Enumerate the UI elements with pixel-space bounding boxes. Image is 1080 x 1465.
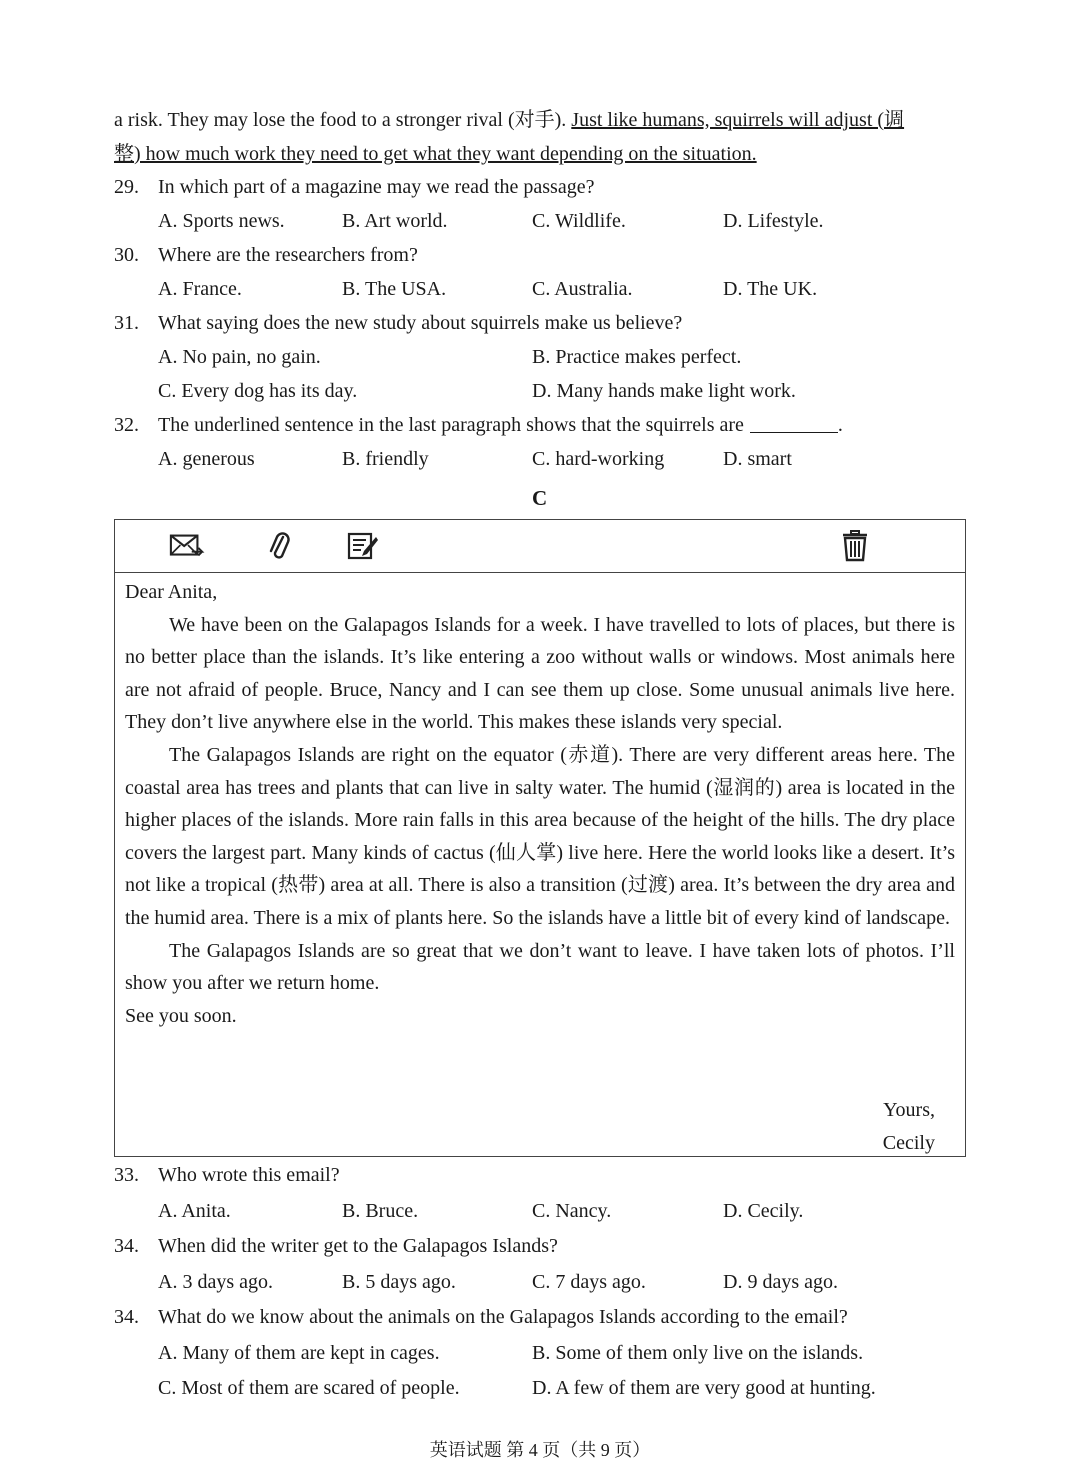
question-text: What do we know about the animals on the Galapagos Islands according to the email?: [158, 1306, 848, 1328]
passage-text: a risk. They may lose the food to a stronger rival (对手).: [114, 109, 572, 131]
email-body: [125, 576, 955, 1032]
option-a[interactable]: A. Many of them are kept in cages.: [158, 1342, 440, 1364]
email-signature: Cecily: [882, 1132, 935, 1154]
question-text: The underlined sentence in the last paragraph shows that the squirrels are: [158, 414, 744, 436]
attachment-icon[interactable]: [261, 530, 297, 562]
underlined-sentence-part-2: 整) how much work they need to get what they want depending on the situation.: [114, 143, 757, 165]
question-number: 34.: [114, 1306, 139, 1328]
send-mail-icon[interactable]: [169, 530, 205, 562]
option-b[interactable]: B. friendly: [342, 448, 429, 470]
option-a[interactable]: A. generous: [158, 448, 255, 470]
question-text: Where are the researchers from?: [158, 244, 418, 266]
email-paragraph-3: The Galapagos Islands are so great that we don’t want to leave. I have taken lots of photos. I’ll show you after we return home.: [125, 939, 955, 995]
question-32: [114, 414, 843, 437]
question-34: [114, 1235, 558, 1258]
option-c[interactable]: C. hard-working: [532, 448, 665, 470]
question-number: 30.: [114, 244, 139, 266]
email-toolbar: [115, 520, 965, 573]
email-paragraph-1: We have been on the Galapagos Islands for a week. I have travelled to lots of places, but there is no better place than the islands. It’s like entering a zoo without walls or windows. Most animals here are not afraid of people. Bruce, Nancy and I can see them up close. Some unusual animals live here. They don’t live anywhere else in the world. This makes these islands very special.: [125, 613, 955, 734]
email-sign-off: Yours,: [883, 1099, 935, 1121]
option-d[interactable]: D. Cecily.: [723, 1200, 804, 1222]
option-a[interactable]: A. Anita.: [158, 1200, 231, 1222]
option-a[interactable]: A. Sports news.: [158, 210, 285, 232]
option-c[interactable]: C. Australia.: [532, 278, 633, 300]
section-c-label: C: [532, 486, 548, 510]
option-d[interactable]: D. 9 days ago.: [723, 1271, 838, 1293]
option-d[interactable]: D. Many hands make light work.: [532, 380, 796, 402]
option-b[interactable]: B. The USA.: [342, 278, 447, 300]
question-text: What saying does the new study about squirrels make us believe?: [158, 312, 683, 334]
question-35: [114, 1306, 848, 1329]
option-c[interactable]: C. Most of them are scared of people.: [158, 1377, 460, 1399]
email-closing: See you soon.: [125, 1004, 237, 1027]
option-c[interactable]: C. Nancy.: [532, 1200, 612, 1222]
question-text-end: .: [837, 414, 843, 436]
question-text: Who wrote this email?: [158, 1164, 340, 1186]
question-number: 33.: [114, 1164, 139, 1186]
option-c[interactable]: C. Wildlife.: [532, 210, 626, 232]
option-b[interactable]: B. Art world.: [342, 210, 448, 232]
option-a[interactable]: A. No pain, no gain.: [158, 346, 321, 368]
option-a[interactable]: A. France.: [158, 278, 242, 300]
trash-icon[interactable]: [837, 530, 873, 562]
option-d[interactable]: D. smart: [723, 448, 792, 470]
option-d[interactable]: D. Lifestyle.: [723, 210, 824, 232]
email-paragraph-2: The Galapagos Islands are right on the equator (赤道). There are very different areas here. The coastal area has trees and plants that can live in salty water. The humid (湿润的) area is located in the higher places of the islands. More rain falls in this area because of the height of the hills. The dry place covers the largest part. Many kinds of cactus (仙人掌) live here. Here the world looks like a desert. It’s not like a tropical (热带) area at all. There is also a transition (过渡) area. It’s between the dry area and the humid area. There is a mix of plants here. So the islands have a little bit of every kind of landscape.: [125, 743, 955, 929]
question-number: 29.: [114, 176, 139, 198]
page-footer: 英语试题 第 4 页（共 9 页）: [429, 1440, 651, 1460]
question-33: [114, 1164, 340, 1187]
question-31: [114, 312, 682, 335]
option-d[interactable]: D. The UK.: [723, 278, 818, 300]
option-b[interactable]: B. 5 days ago.: [342, 1271, 456, 1293]
question-text: When did the writer get to the Galapagos Islands?: [158, 1235, 558, 1257]
edit-icon[interactable]: [345, 530, 381, 562]
option-c[interactable]: C. Every dog has its day.: [158, 380, 358, 402]
question-number: 34.: [114, 1235, 139, 1257]
option-c[interactable]: C. 7 days ago.: [532, 1271, 646, 1293]
option-b[interactable]: B. Bruce.: [342, 1200, 419, 1222]
email-window: [114, 519, 966, 1157]
question-30: [114, 244, 418, 267]
option-b[interactable]: B. Practice makes perfect.: [532, 346, 742, 368]
passage-line-2: [114, 140, 757, 168]
underlined-sentence-part-1: Just like humans, squirrels will adjust (调: [571, 109, 905, 131]
option-d[interactable]: D. A few of them are very good at hunting.: [532, 1377, 876, 1399]
answer-blank[interactable]: [750, 414, 838, 433]
email-greeting: Dear Anita,: [125, 581, 218, 603]
question-number: 32.: [114, 414, 139, 436]
question-29: [114, 176, 594, 199]
question-text: In which part of a magazine may we read the passage?: [158, 176, 595, 198]
question-number: 31.: [114, 312, 139, 334]
option-a[interactable]: A. 3 days ago.: [158, 1271, 273, 1293]
passage-line-1: [114, 106, 904, 134]
option-b[interactable]: B. Some of them only live on the islands.: [532, 1342, 864, 1364]
